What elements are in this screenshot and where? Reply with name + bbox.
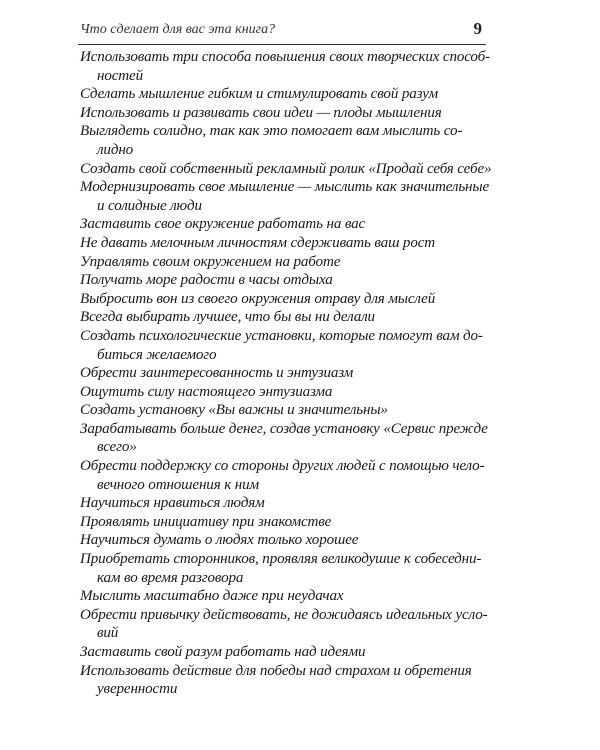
list-item-text: Создать установку «Вы важны и значительны» [80,402,388,419]
list-item [80,290,510,309]
list-item [80,643,510,662]
list-item [80,85,510,104]
list-item [80,662,510,699]
list-item-text: Мыслить масштабно даже при неудачах [80,588,344,605]
list-item [80,364,510,383]
list-item [80,606,510,643]
list-item-text: Использовать три способа повышения своих творческих способ- [80,49,490,65]
list-item-continuation: ностей [97,67,143,84]
list-item [80,48,510,85]
list-item-text: Научиться нравиться людям [80,495,265,512]
list-item-text: Обрести привычку действовать, не дожидаясь идеальных усло- [80,606,488,623]
list-item [80,401,510,420]
list-item-text: Обрести поддержку со стороны других людей с помощью чело- [80,458,485,475]
list-item-continuation: уверенности [97,681,178,698]
list-item [80,531,510,550]
list-item-text: Создать свой собственный рекламный ролик «Продай себя себе» [80,160,492,177]
list-item-text: Обрести заинтересованность и энтузиазм [80,365,354,382]
list-item-text: Управлять своим окружением на работе [80,253,341,270]
list-item-text: Заставить свое окружение работать на вас [80,216,366,233]
list-item [80,420,510,457]
list-item-continuation: лидно [97,141,134,158]
list-item-text: Ощутить силу настоящего энтузиазма [80,383,333,400]
list-item-text: Всегда выбирать лучшее, что бы вы ни делали [80,309,375,326]
benefits-list [80,48,510,699]
list-item [80,104,510,123]
list-item-text: Сделать мышление гибким и стимулировать свой разум [80,86,438,103]
list-item-continuation: кам во время разговора [97,569,244,586]
list-item [80,587,510,606]
list-item-text: Выбросить вон из своего окружения отраву для мыслей [80,290,436,307]
list-item-text: Модернизировать свое мышление — мыслить как значительные [80,179,489,196]
list-item [80,234,510,253]
running-title: Что сделает для вас эта книга? [80,22,276,37]
list-item-text: Получать море радости в часы отдыха [80,272,333,289]
list-item [80,494,510,513]
list-item-text: Научиться думать о людях только хорошее [80,532,359,549]
list-item-text: Выглядеть солидно, так как это помогает вам мыслить со- [80,123,463,140]
list-item-text: Заставить свой разум работать над идеями [80,644,366,660]
list-item-text: Проявлять инициативу при знакомстве [80,513,332,530]
list-item-continuation: биться желаемого [97,346,217,363]
list-item [80,122,510,159]
list-item [80,215,510,234]
list-item-text: Использовать действие для победы над страхом и обретения [80,662,472,679]
list-item-text: Создать психологические установки, которые помогут вам до- [80,327,483,344]
list-item-text: Использовать и развивать свои идеи — плоды мышления [80,104,442,121]
list-item [80,271,510,290]
list-item [80,160,510,179]
list-item-continuation: вий [97,625,119,642]
list-item-continuation: и солидные люди [97,197,202,214]
list-item [80,308,510,327]
list-item [80,327,510,364]
list-item-continuation: всего» [97,439,137,456]
list-item [80,457,510,494]
list-item-text: Приобретать сторонников, проявляя великодушие к собеседни- [80,551,482,568]
running-header [78,18,486,45]
list-item [80,383,510,402]
page-number: 9 [473,19,482,38]
list-item [80,253,510,272]
list-item [80,513,510,532]
list-item [80,178,510,215]
list-item-text: Зарабатывать больше денег, создав установку «Сервис прежде [80,420,488,437]
list-item-continuation: вечного отношения к ним [97,476,259,493]
list-item-text: Не давать мелочным личностям сдерживать ваш рост [80,234,436,251]
list-item [80,550,510,587]
